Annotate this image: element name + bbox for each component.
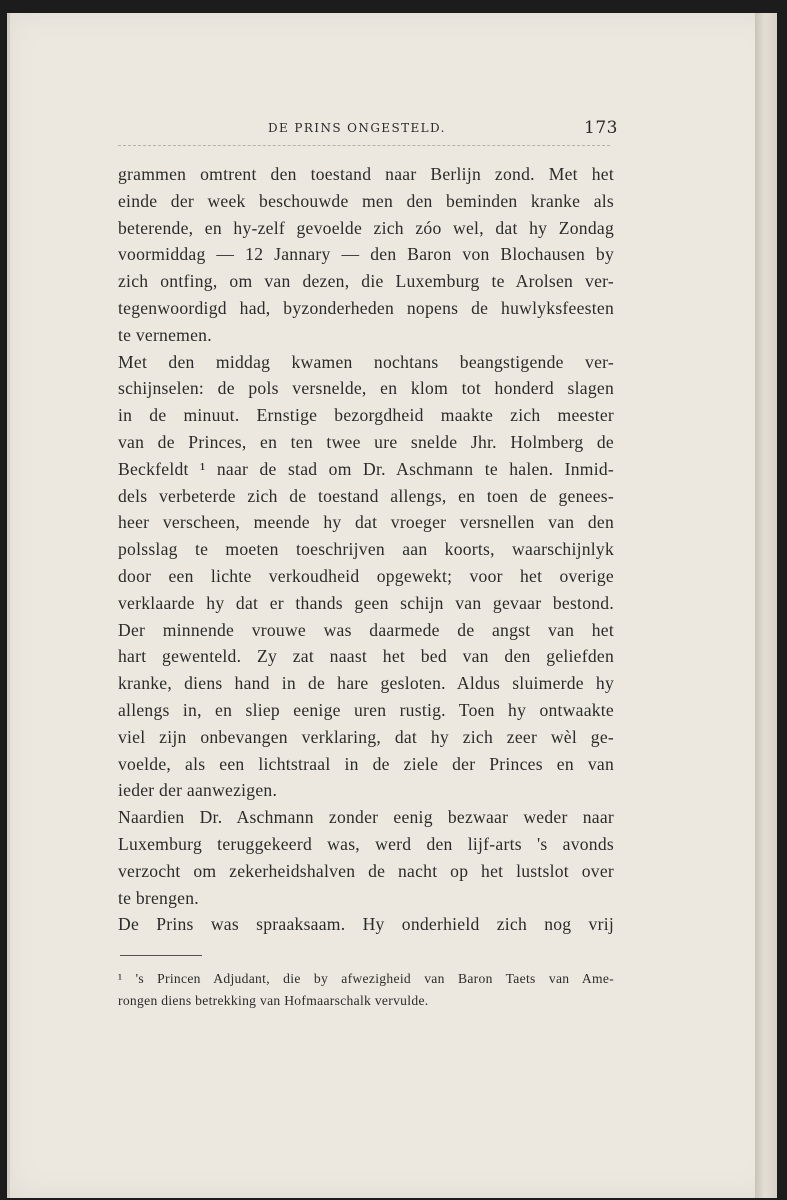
text-line: van de Princes, en ten twee ure snelde Jhr. Holmberg de xyxy=(118,431,614,452)
running-head: DE PRINS ONGESTELD. xyxy=(268,121,446,135)
text-line: viel zijn onbevangen verklaring, dat hy zich zeer wèl ge- xyxy=(118,726,614,747)
header-rule xyxy=(118,145,610,148)
text-line: verzocht om zekerheidshalven de nacht op het lustslot over xyxy=(118,860,614,881)
text-line: hart gewenteld. Zy zat naast het bed van den geliefden xyxy=(118,646,614,667)
page-left-edge xyxy=(7,13,10,1198)
text-line: beterende, en hy-zelf gevoelde zich zóo wel, dat hy Zondag xyxy=(118,217,614,238)
text-line: Der minnende vrouwe was daarmede de angst van het xyxy=(118,619,614,640)
text-line: te brengen. xyxy=(118,887,199,908)
text-line: Met den middag kwamen nochtans beangstigende ver- xyxy=(118,351,614,372)
text-line: door een lichte verkoudheid opgewekt; voor het overige xyxy=(118,565,614,586)
text-line: verklaarde hy dat er thands geen schijn van gevaar bestond. xyxy=(118,592,614,613)
text-line: ieder der aanwezigen. xyxy=(118,780,278,801)
body-text xyxy=(118,161,614,938)
text-line: kranke, diens hand in de hare gesloten. Aldus sluimerde hy xyxy=(118,673,614,694)
page-right-edge xyxy=(755,13,777,1198)
text-line: Naardien Dr. Aschmann zonder eenig bezwaar weder naar xyxy=(118,807,614,828)
text-line: De Prins was spraaksaam. Hy onderhield zich nog vrij xyxy=(118,914,614,935)
text-line: heer verscheen, meende hy dat vroeger versnellen van den xyxy=(118,512,614,533)
footnote-rule xyxy=(120,955,202,956)
text-line: in de minuut. Ernstige bezorgdheid maakte zich meester xyxy=(118,405,614,426)
text-line: zich ontfing, om van dezen, die Luxemburg te Arolsen ver- xyxy=(118,271,614,292)
page-number: 173 xyxy=(584,118,618,138)
footnotes xyxy=(118,968,614,1012)
text-line: Luxemburg teruggekeerd was, werd den lijf-arts 's avonds xyxy=(118,833,614,854)
text-line: Beckfeldt ¹ naar de stad om Dr. Aschmann te halen. Inmid- xyxy=(118,458,614,479)
text-line: schijnselen: de pols versnelde, en klom tot honderd slagen xyxy=(118,378,614,399)
text-line: voormiddag — 12 Jannary — den Baron von Blochausen by xyxy=(118,244,614,265)
text-line: grammen omtrent den toestand naar Berlijn zond. Met het xyxy=(118,164,614,184)
text-line: einde der week beschouwde men den beminden kranke als xyxy=(118,190,614,211)
text-line: voelde, als een lichtstraal in de ziele der Princes en van xyxy=(118,753,614,774)
text-line: polsslag te moeten toeschrijven aan koorts, waarschijnlyk xyxy=(118,539,614,560)
text-line: te vernemen. xyxy=(118,324,212,345)
page-header xyxy=(268,118,628,140)
footnote-line: rongen diens betrekking van Hofmaarschalk vervulde. xyxy=(118,993,429,1008)
text-line: tegenwoordigd had, byzonderheden nopens de huwlyksfeesten xyxy=(118,297,614,318)
text-line: allengs in, en sliep eenige uren rustig. Toen hy ontwaakte xyxy=(118,699,614,720)
footnote-line: ¹ 's Princen Adjudant, die by afwezigheid van Baron Taets van Ame- xyxy=(118,971,614,986)
text-line: dels verbeterde zich de toestand allengs, en toen de genees- xyxy=(118,485,614,506)
